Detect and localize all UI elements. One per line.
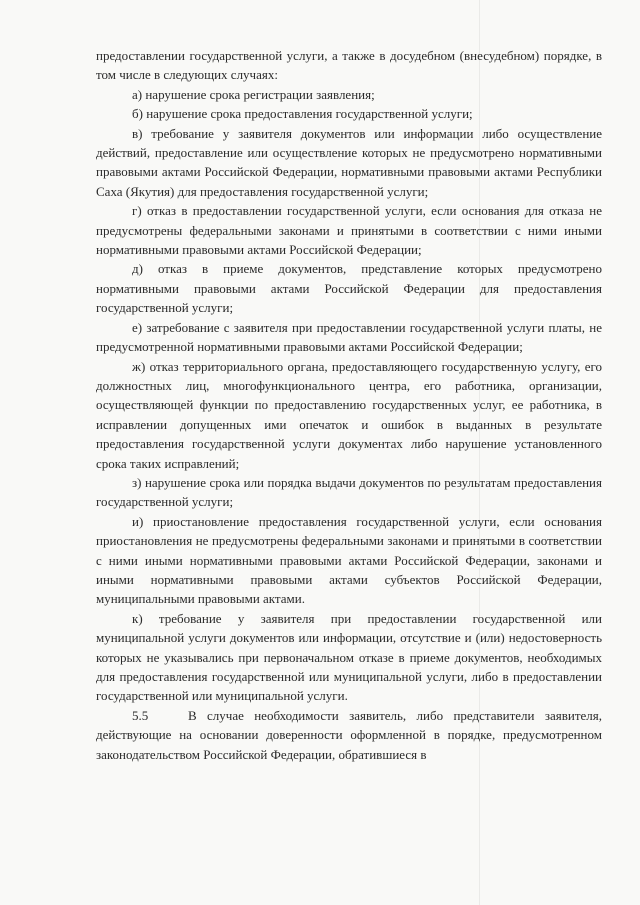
item-k: к) требование у заявителя при предоставлении государственной или муниципальной услуги документов или информации, отсутствие и (или) недостоверность которых не указывались при первоначальном отказе в приеме документов, необходимых для предоставления государственной или муниципальной услуги, либо в предоставлении государственной или муниципальной услуги. <box>96 610 602 704</box>
section-number: 5.5 <box>132 707 149 723</box>
section-5-5 <box>96 706 602 764</box>
item-g: г) отказ в предоставлении государственной услуги, если основания для отказа не предусмотрены федеральными законами и принятыми в соответствии с ними иными нормативными правовыми актами Российской Федерации; <box>96 203 602 258</box>
document-body <box>96 46 602 764</box>
paragraph-intro: предоставлении государственной услуги, а также в досудебном (внесудебном) порядке, в том числе в следующих случаях: <box>96 48 602 83</box>
item-z: з) нарушение срока или порядка выдачи документов по результатам предоставления государственной услуги; <box>96 474 602 510</box>
item-v: в) требование у заявителя документов или информации либо осуществление действий, предоставление или осуществление которых не предусмотрено нормативными правовыми актами Российской Федерации, нормативными правовыми актами Республики Саха (Якутия) для предоставления государственной услуги; <box>96 125 602 199</box>
section-text: В случае необходимости заявитель, либо представители заявителя, действующие на основании доверенности оформленной в порядке, предусмотренном законодательством Российской Федерации, обратившиеся в <box>96 707 602 762</box>
item-i: и) приостановление предоставления государственной услуги, если основания приостановления не предусмотрены федеральными законами и принятыми в соответствии с ними иными нормативными правовыми актами Российской Федерации, законами и иными нормативными правовыми актами субъектов Российской Федерации, муниципальными правовыми актами. <box>96 513 602 607</box>
item-b: б) нарушение срока предоставления государственной услуги; <box>132 106 473 122</box>
item-zh: ж) отказ территориального органа, предоставляющего государственную услугу, его должностных лиц, многофункционального центра, его работника, организации, осуществляющей функции по предоставлению государственных услуг, ее работника, в исправлении допущенных ими опечаток и ошибок в выданных в результате предоставления государственной услуги документах либо нарушение установленного срока таких исправлений; <box>96 358 602 471</box>
item-d: д) отказ в приеме документов, представление которых предусмотрено нормативными правовыми актами Российской Федерации для предоставления государственной услуги; <box>96 261 602 316</box>
item-e: е) затребование с заявителя при предоставлении государственной услуги платы, не предусмотренной нормативными правовыми актами Российской Федерации; <box>96 319 602 355</box>
item-a: а) нарушение срока регистрации заявления; <box>132 86 375 102</box>
